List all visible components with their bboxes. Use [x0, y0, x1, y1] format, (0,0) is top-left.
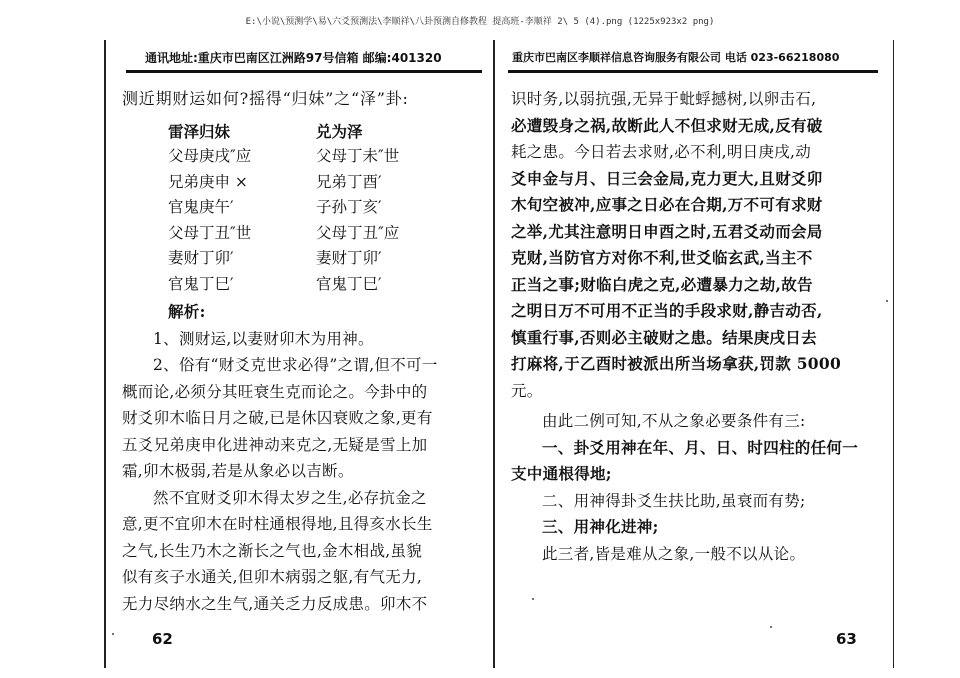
changed-line: 子孙丁亥′ [316, 198, 382, 216]
condition-line: 支中通根得地; [511, 464, 612, 483]
original-hexagram-name: 雷泽归妹 [168, 121, 231, 141]
original-line: 官鬼庚午′ [168, 198, 234, 216]
right-page-header: 重庆市巴南区李顺祥信息咨询服务有限公司 电话 023-66218080 [512, 51, 840, 64]
hexagram-table [168, 119, 487, 298]
text-line: 慎重行事,否则必主破财之患。结果庚戌日去 [511, 327, 817, 347]
changed-line: 父母丁丑″应 [316, 223, 400, 242]
changed-hexagram-name: 兑为泽 [316, 121, 363, 141]
changed-line: 官鬼丁巳′ [316, 274, 382, 293]
closing-line: 此三者,皆是难从之象,一般不以从论。 [542, 544, 806, 563]
condition-line: 二、用神得卦爻生扶比助,虽衰而有势; [542, 491, 806, 510]
hexagram-line-row [168, 195, 487, 221]
right-page-body [511, 86, 873, 567]
text-line: 财爻卯木临日月之破,已是休囚衰败之象,更有 [122, 409, 433, 427]
right-header-rule [508, 70, 878, 73]
text-line: 2、俗有“财爻克世求必得”之谓,但不可一 [153, 356, 438, 374]
text-line: 元。 [511, 381, 543, 400]
text-line: 必遭毁身之祸,故断此人不但求财无成,反有破 [511, 115, 823, 135]
hexagram-line-row [168, 144, 487, 170]
condition-line: 一、卦爻用神在年、月、日、时四柱的任何一 [542, 437, 859, 457]
text-line: 之明日万不可用不正当的手段求财,静吉动否, [511, 301, 823, 320]
text-line: 克财,当防官方对你不利,世爻临玄武,当主不 [511, 248, 813, 267]
left-frame-line [104, 40, 106, 668]
text-line: 然不宜财爻卯木得太岁之生,必存抗金之 [153, 488, 427, 507]
text-line: 概而论,必须分其旺衰生克而论之。今卦中的 [122, 382, 428, 401]
question-line: 测近期财运如何?摇得“归妹”之“泽”卦: [122, 89, 409, 108]
text-line: 之举,尤其注意明日申酉之时,五君爻动而会局 [511, 221, 823, 241]
right-frame-line [893, 40, 894, 668]
scan-speck [886, 300, 888, 302]
original-line: 父母庚戌″应 [168, 147, 252, 165]
text-line: 爻申金与月、日三会金局,克力更大,且财爻卯 [511, 168, 823, 188]
text-line: 耗之患。今日若去求财,必不利,明日庚戌,动 [511, 143, 812, 161]
left-page-body [122, 86, 487, 617]
hexagram-line-row [168, 272, 487, 298]
hexagram-line-row [168, 170, 487, 196]
scan-speck [770, 626, 772, 628]
changed-line: 兄弟丁酉′ [316, 172, 382, 191]
text-line: 意,更不宜卯木在时柱通根得地,且得亥水长生 [122, 515, 433, 533]
text-line: 无力尽纳水之生气,通关乏力反成患。卯木不 [122, 594, 428, 613]
text-line: 木旬空被冲,应事之日必在合期,万不可有求财 [511, 195, 823, 214]
conclusion-intro: 由此二例可知,不从之象必要条件有三: [542, 412, 806, 430]
original-line: 父母丁丑″世 [168, 223, 252, 242]
text-line: 正当之事;财临白虎之克,必遭暴力之劫,故告 [511, 274, 813, 294]
hexagram-line-row [168, 246, 487, 272]
text-line: 识时务,以弱抗强,无异于蚍蜉撼树,以卵击石, [511, 90, 817, 108]
text-line: 霜,卯木极弱,若是从象必以吉断。 [122, 462, 354, 480]
analysis-label: 解析: [168, 302, 206, 321]
text-line: 之气,长生乃木之渐长之气也,金木相战,虽貌 [122, 541, 423, 560]
right-page-number: 63 [836, 630, 857, 648]
hexagram-header-row [168, 119, 487, 145]
text-line: 打麻将,于乙酉时被派出所当场拿获,罚款 5000 [511, 354, 842, 373]
left-page-number: 62 [152, 630, 173, 648]
center-fold-line [493, 40, 495, 668]
original-line: 妻财丁卯′ [168, 249, 234, 267]
left-header-rule [126, 70, 482, 73]
original-line: 兄弟庚申 × [168, 172, 248, 191]
scan-speck [532, 598, 534, 600]
scan-speck [112, 633, 114, 635]
condition-line: 三、用神化进神; [542, 517, 659, 536]
hexagram-line-row [168, 221, 487, 247]
text-line: 似有亥子水通关,但卯木病弱之躯,有气无力, [122, 568, 423, 586]
left-page-header: 通讯地址:重庆市巴南区江洲路97号信箱 邮编:401320 [145, 51, 442, 65]
window-path-title: E:\小说\预测学\易\六爻预测法\李顺祥\八卦预测自修教程 提高班-李顺祥 2\ 5 (4).png (1225x923x2 png) [245, 17, 715, 27]
changed-line: 妻财丁卯′ [316, 249, 382, 267]
changed-line: 父母丁未″世 [316, 147, 400, 165]
text-line: 1、测财运,以妻财卯木为用神。 [153, 329, 374, 348]
original-line: 官鬼丁巳′ [168, 274, 234, 293]
text-line: 五爻兄弟庚申化进神动来克之,无疑是雪上加 [122, 435, 428, 454]
